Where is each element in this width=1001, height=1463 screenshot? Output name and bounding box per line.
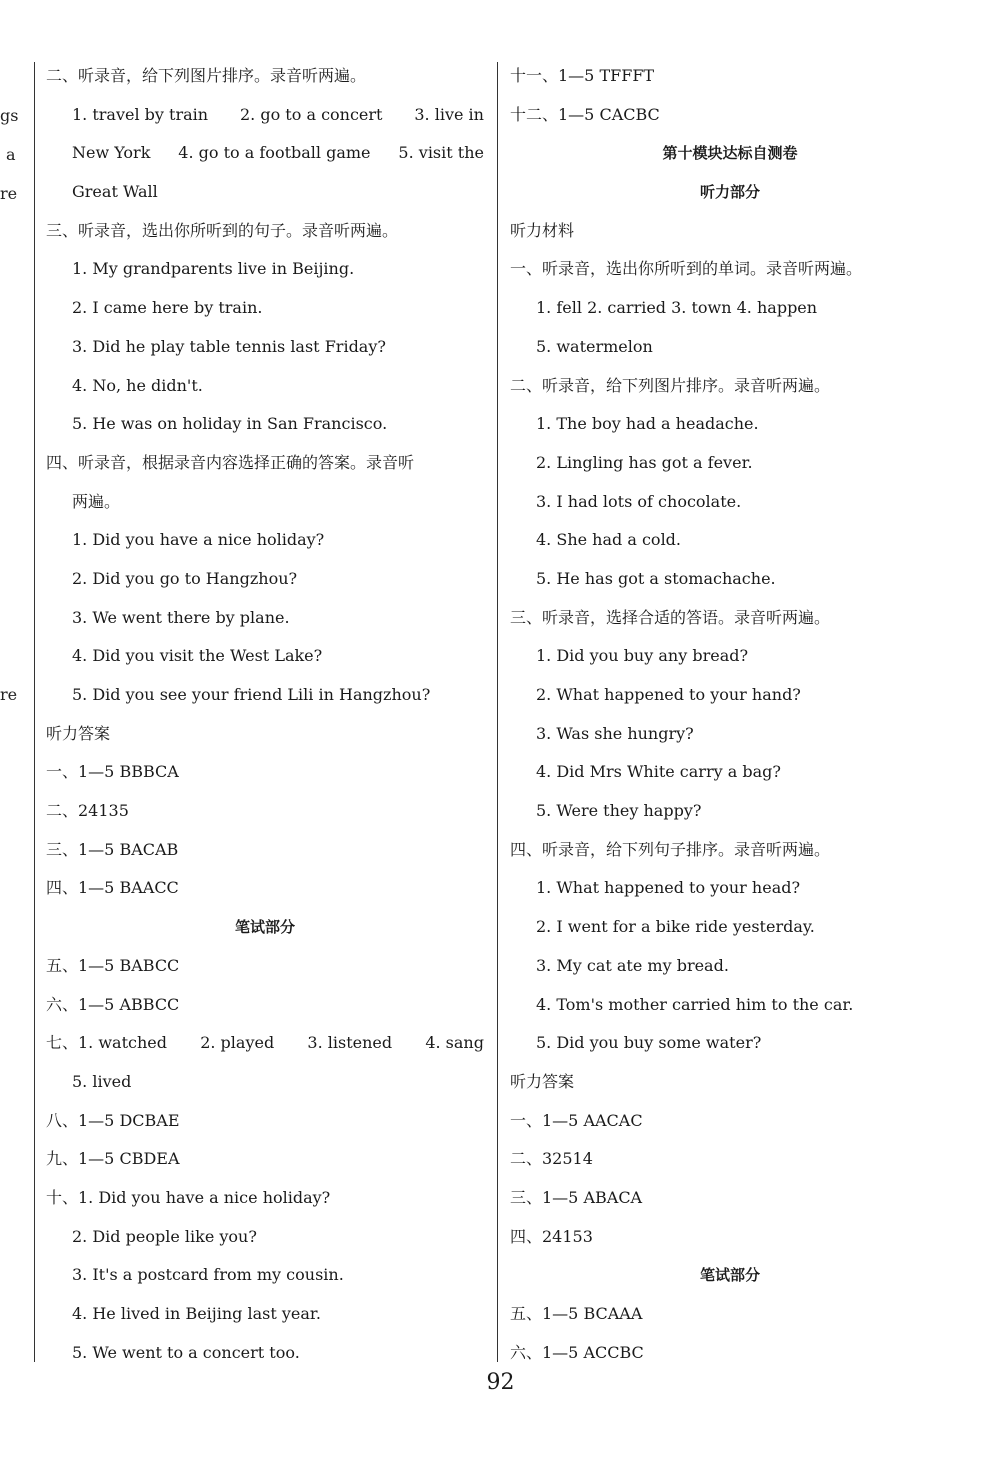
right-question-line: 五、1—5 BCAAA <box>510 1304 643 1323</box>
right-content-line: 4. Tom's mother carried him to the car. <box>536 994 854 1014</box>
right-question-line: 十一、1—5 TFFFT <box>510 66 655 85</box>
line-segment: 2. go to a concert <box>239 104 383 124</box>
section-heading: 听力部分 <box>699 183 760 202</box>
left-content-line: 两遍。 <box>72 491 121 511</box>
right-question-line: 听力材料 <box>510 220 575 240</box>
right-question-line: 三、1—5 ABACA <box>510 1187 643 1207</box>
left-question-line: 三、1—5 BACAB <box>46 839 179 859</box>
right-content-line: 2. I went for a bike ride yesterday. <box>536 917 815 937</box>
right-content-line: 3. I had lots of chocolate. <box>536 491 742 511</box>
left-content-line: 2. Did people like you? <box>72 1226 257 1246</box>
line-segment: 5. visit the <box>398 143 484 163</box>
right-question-line: 一、听录音，选出你所听到的单词。录音听两遍。 <box>510 259 863 279</box>
right-content-line: 5. Were they happy? <box>536 801 702 821</box>
left-content-line: 2. I came here by train. <box>72 298 263 318</box>
line-segment: 4. go to a football game <box>178 143 371 163</box>
left-content-line: 5. Did you see your friend Lili in Hangzhou? <box>72 685 431 704</box>
left-question-line: 二、听录音，给下列图片排序。录音听两遍。 <box>46 66 367 85</box>
line-segment: 3. listened <box>307 1033 393 1053</box>
section-heading: 笔试部分 <box>234 918 295 937</box>
left-question-line: 八、1—5 DCBAE <box>46 1110 180 1130</box>
left-content-line: 4. Did you visit the West Lake? <box>72 646 323 666</box>
left-multi-item-line <box>46 96 484 135</box>
cropped-fragment: re <box>0 184 18 203</box>
line-segment: 2. played <box>200 1033 275 1053</box>
right-question-line: 二、32514 <box>510 1149 593 1169</box>
left-question-line: 四、1—5 BAACC <box>46 878 179 898</box>
left-content-line: 3. We went there by plane. <box>72 607 290 627</box>
right-question-line: 四、24153 <box>510 1226 593 1246</box>
cropped-fragment: re <box>0 685 18 704</box>
left-content-line: 5. He was on holiday in San Francisco. <box>72 414 388 434</box>
left-question-line: 四、听录音，根据录音内容选择正确的答案。录音听 <box>46 452 415 472</box>
right-content-line: 2. Lingling has got a fever. <box>536 452 753 472</box>
right-content-line: 3. Was she hungry? <box>536 723 694 743</box>
right-content-line: 1. Did you buy any bread? <box>536 646 749 666</box>
left-content-line: 3. It's a postcard from my cousin. <box>72 1265 344 1285</box>
right-content-line: 4. Did Mrs White carry a bag? <box>536 762 781 782</box>
line-segment: New York <box>72 143 151 163</box>
right-content-line: 3. My cat ate my bread. <box>536 955 729 975</box>
cropped-fragment: gs <box>0 106 19 125</box>
section-heading: 笔试部分 <box>699 1266 760 1285</box>
left-content-line: 5. lived <box>72 1071 132 1091</box>
right-question-line: 一、1—5 AACAC <box>510 1110 643 1130</box>
right-content-line: 2. What happened to your hand? <box>536 685 801 704</box>
column-divider-middle <box>497 62 498 1362</box>
left-content-line: 1. My grandparents live in Beijing. <box>72 259 355 279</box>
left-column <box>46 57 484 1372</box>
left-multi-item-line <box>46 1024 484 1063</box>
cropped-fragment: a <box>6 145 16 164</box>
right-column <box>510 57 950 1372</box>
right-question-line: 二、听录音，给下列图片排序。录音听两遍。 <box>510 375 831 395</box>
left-content-line: 5. We went to a concert too. <box>72 1342 300 1362</box>
left-content-line: 4. No, he didn't. <box>72 375 203 395</box>
line-segment: 3. live in <box>414 104 484 124</box>
right-content-line: 5. He has got a stomachache. <box>536 568 776 588</box>
line-segment: 七、1. watched <box>46 1033 167 1053</box>
right-question-line: 听力答案 <box>510 1071 575 1091</box>
right-question-line: 三、听录音，选择合适的答语。录音听两遍。 <box>510 607 831 627</box>
right-content-line: 1. What happened to your head? <box>536 878 801 898</box>
left-content-line: Great Wall <box>72 182 158 202</box>
right-content-line: 1. fell 2. carried 3. town 4. happen <box>536 298 818 318</box>
line-segment: 4. sang <box>425 1033 484 1053</box>
column-divider-left <box>34 62 35 1362</box>
section-heading: 第十模块达标自测卷 <box>662 144 798 163</box>
left-content-line: 1. Did you have a nice holiday? <box>72 530 325 550</box>
right-content-line: 1. The boy had a headache. <box>536 414 759 434</box>
left-question-line: 三、听录音，选出你所听到的句子。录音听两遍。 <box>46 220 399 240</box>
left-question-line: 五、1—5 BABCC <box>46 955 180 975</box>
left-content-line: 3. Did he play table tennis last Friday? <box>72 336 386 356</box>
left-multi-item-line <box>46 134 484 173</box>
left-content-line: 4. He lived in Beijing last year. <box>72 1304 321 1323</box>
right-content-line: 4. She had a cold. <box>536 530 682 550</box>
left-question-line: 听力答案 <box>46 723 111 743</box>
right-content-line: 5. watermelon <box>536 336 653 356</box>
right-question-line: 四、听录音，给下列句子排序。录音听两遍。 <box>510 839 831 859</box>
left-question-line: 一、1—5 BBBCA <box>46 762 179 782</box>
line-segment: 1. travel by train <box>72 104 209 124</box>
left-question-line: 二、24135 <box>46 801 129 821</box>
page-number: 92 <box>486 1370 515 1395</box>
left-content-line: 2. Did you go to Hangzhou? <box>72 568 298 588</box>
right-question-line: 六、1—5 ACCBC <box>510 1342 644 1362</box>
left-question-line: 六、1—5 ABBCC <box>46 994 180 1014</box>
left-question-line: 十、1. Did you have a nice holiday? <box>46 1187 331 1207</box>
left-question-line: 九、1—5 CBDEA <box>46 1149 180 1169</box>
right-question-line: 十二、1—5 CACBC <box>510 104 660 124</box>
right-content-line: 5. Did you buy some water? <box>536 1033 762 1053</box>
